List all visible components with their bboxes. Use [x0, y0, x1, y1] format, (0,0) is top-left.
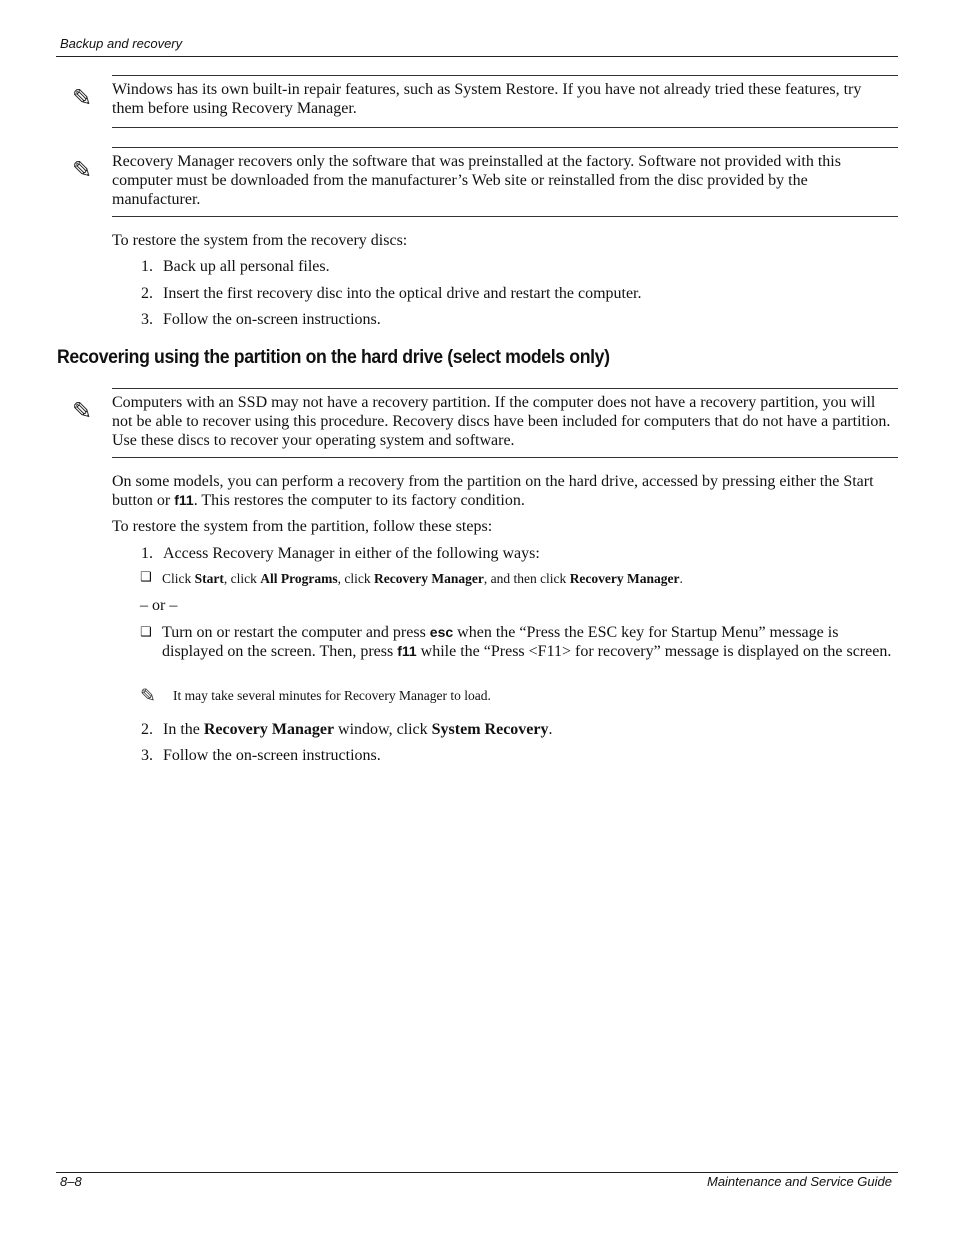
or-separator: – or – [140, 597, 178, 614]
f11-key: f11 [397, 643, 417, 659]
square-bullet-icon: ❑ [140, 570, 152, 585]
square-bullet-icon: ❑ [140, 625, 152, 640]
note-rule-bottom [112, 216, 898, 217]
note-rule-top [112, 75, 898, 76]
list-item: 1. Access Recovery Manager in either of the following ways: [141, 545, 540, 562]
note-rule-bottom [112, 457, 898, 458]
pencil-note-icon: ✎ [72, 84, 93, 112]
note-1 [58, 74, 898, 130]
pencil-note-icon: ✎ [72, 397, 93, 425]
note-text: Computers with an SSD may not have a recovery partition. If the computer does not have a recovery partition, you will not be able to recover using this procedure. Recovery discs have been included for computers that do not have a partition. Use these discs to recover your operating system and software. [112, 394, 891, 449]
checkbox-bullet-item: ❑ Click Start, click All Programs, click Recovery Manager, and then click Recovery Manager. [140, 570, 683, 586]
note-text: Recovery Manager recovers only the software that was preinstalled at the factory. Software not provided with this computer must be downloaded from the manufacturer’s Web site or reinstalled from the disc provided by the manufacturer. [112, 153, 841, 208]
checkbox-bullet-item: ❑ Turn on or restart the computer and press esc when the “Press the ESC key for Startup Menu” message is displayed on the screen. Then, press f11 while the “Press <F11> for recovery” message is displayed on the screen. [140, 624, 892, 660]
page-number: 8–8 [60, 1174, 82, 1189]
partition-intro: To restore the system from the partition, follow these steps: [112, 518, 493, 535]
list-item: 3. Follow the on-screen instructions. [141, 747, 381, 764]
note-rule-top [112, 147, 898, 148]
footer-title: Maintenance and Service Guide [706, 1174, 892, 1189]
note-2 [58, 146, 898, 218]
note-text: Windows has its own built-in repair features, such as System Restore. If you have not already tried these features, try them before using Recovery Manager. [112, 81, 862, 117]
list-item: 1. Back up all personal files. [141, 258, 330, 275]
running-header: Backup and recovery [60, 36, 183, 51]
esc-key: esc [429, 624, 454, 640]
small-note: ✎ It may take several minutes for Recovery Manager to load. [140, 685, 491, 707]
note-rule-bottom [112, 127, 898, 128]
note-3 [58, 387, 898, 459]
pencil-note-icon: ✎ [72, 156, 93, 184]
header-rule [56, 56, 898, 57]
section-heading: Recovering using the partition on the hard drive (select models only) [57, 347, 610, 368]
discs-intro: To restore the system from the recovery discs: [112, 232, 408, 249]
list-item: 3. Follow the on-screen instructions. [141, 311, 381, 328]
footer-rule [56, 1172, 898, 1173]
note-rule-top [112, 388, 898, 389]
list-item: 2. Insert the first recovery disc into the optical drive and restart the computer. [141, 285, 642, 302]
list-item: 2. In the Recovery Manager window, click System Recovery. [141, 721, 553, 738]
f11-key: f11 [174, 492, 194, 508]
pencil-note-icon: ✎ [140, 685, 156, 707]
partition-paragraph: On some models, you can perform a recovery from the partition on the hard drive, accessed by pressing either the Start button or f11. This restores the computer to its factory condition. [112, 473, 874, 509]
